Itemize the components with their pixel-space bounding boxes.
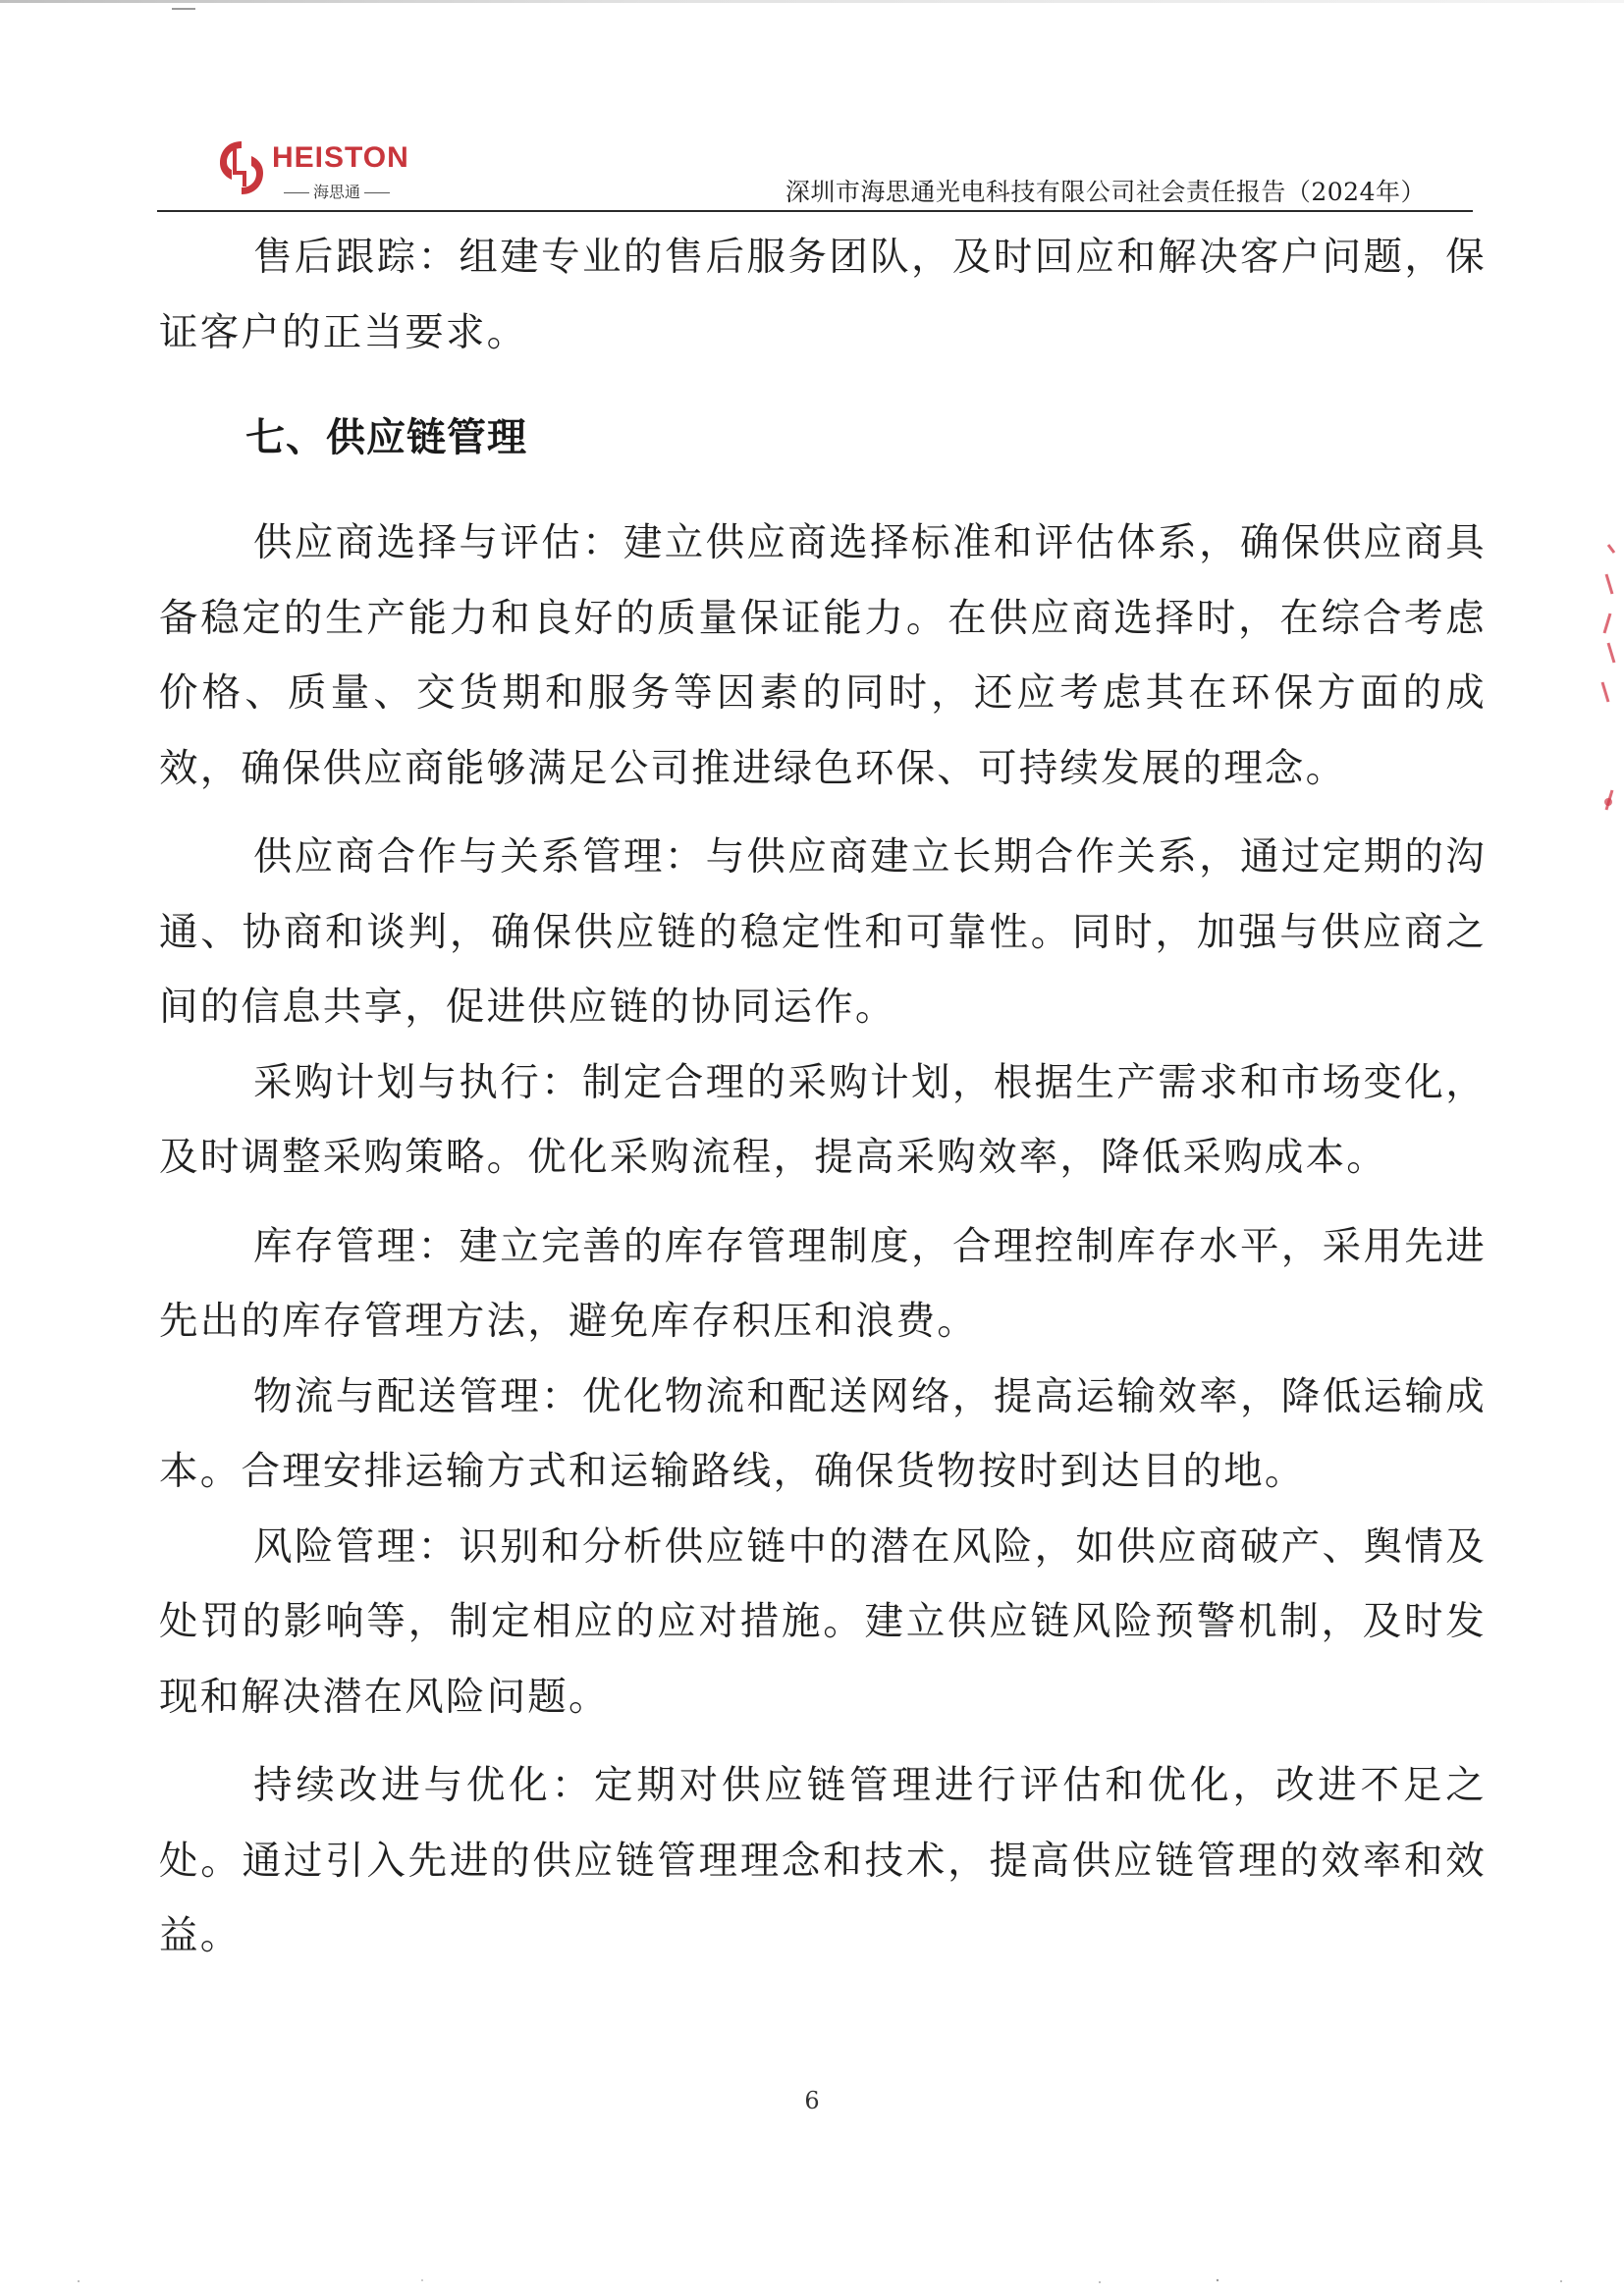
heiston-logo-icon <box>216 137 267 198</box>
paragraph-procurement: 采购计划与执行：制定合理的采购计划，根据生产需求和市场变化，及时调整采购策略。优化采购流程，提高采购效率，降低采购成本。 <box>159 1059 1487 1180</box>
page-number: 6 <box>804 2087 820 2114</box>
spacer <box>159 806 1487 820</box>
header-divider <box>157 210 1473 212</box>
paragraph-improvement: 持续改进与优化：定期对供应链管理进行评估和优化，改进不足之处。通过引入先进的供应链管理理念和技术，提高供应链管理的效率和效益。 <box>159 1763 1487 1958</box>
paragraph-logistics: 物流与配送管理：优化物流和配送网络，提高运输效率，降低运输成本。合理安排运输方式和运输路线，确保货物按时到达目的地。 <box>159 1373 1487 1494</box>
spacer <box>159 492 1487 506</box>
section-heading: 七、供应链管理 <box>245 415 527 460</box>
spacer <box>159 1196 1487 1209</box>
logo-subtitle-row <box>272 180 402 202</box>
paragraph-supplier-selection: 供应商选择与评估：建立供应商选择标准和评估体系，确保供应商具备稳定的生产能力和良好的质量保证能力。在供应商选择时，在综合考虑价格、质量、交货期和服务等因素的同时，还应考虑其在环保方面的成效，确保供应商能够满足公司推进绿色环保、可持续发展的理念。 <box>159 520 1487 791</box>
logo-subtitle: 海思通 <box>312 183 360 201</box>
scan-specks <box>0 2275 1624 2287</box>
report-title: 深圳市海思通光电科技有限公司社会责任报告（2024年） <box>785 178 1426 206</box>
paragraph-risk: 风险管理：识别和分析供应链中的潜在风险，如供应商破产、舆情及处罚的影响等，制定相应的应对措施。建立供应链风险预警机制，及时发现和解决潜在风险问题。 <box>159 1523 1487 1720</box>
paragraph-inventory: 库存管理：建立完善的库存管理制度，合理控制库存水平，采用先进先出的库存管理方法，避免库存积压和浪费。 <box>159 1223 1487 1344</box>
spacer <box>159 370 1487 384</box>
scan-edge-line <box>0 0 1624 3</box>
paragraph-after-sales: 售后跟踪：组建专业的售后服务团队，及时回应和解决客户问题，保证客户的正当要求。 <box>159 235 1487 355</box>
stamp-bleed-mark <box>1579 535 1618 829</box>
company-logo <box>216 137 471 200</box>
paragraph-supplier-relations: 供应商合作与关系管理：与供应商建立长期合作关系，通过定期的沟通、协商和谈判，确保供应链的稳定性和可靠性。同时，加强与供应商之间的信息共享，促进供应链的协同运作。 <box>159 834 1487 1030</box>
spacer <box>159 1735 1487 1748</box>
logo-wordmark: HEISTON <box>272 141 409 174</box>
logo-dash-right <box>364 192 390 193</box>
logo-dash-left <box>284 192 309 193</box>
page-header <box>157 126 1473 204</box>
scan-mark <box>172 8 195 10</box>
page-content <box>159 220 1487 1974</box>
